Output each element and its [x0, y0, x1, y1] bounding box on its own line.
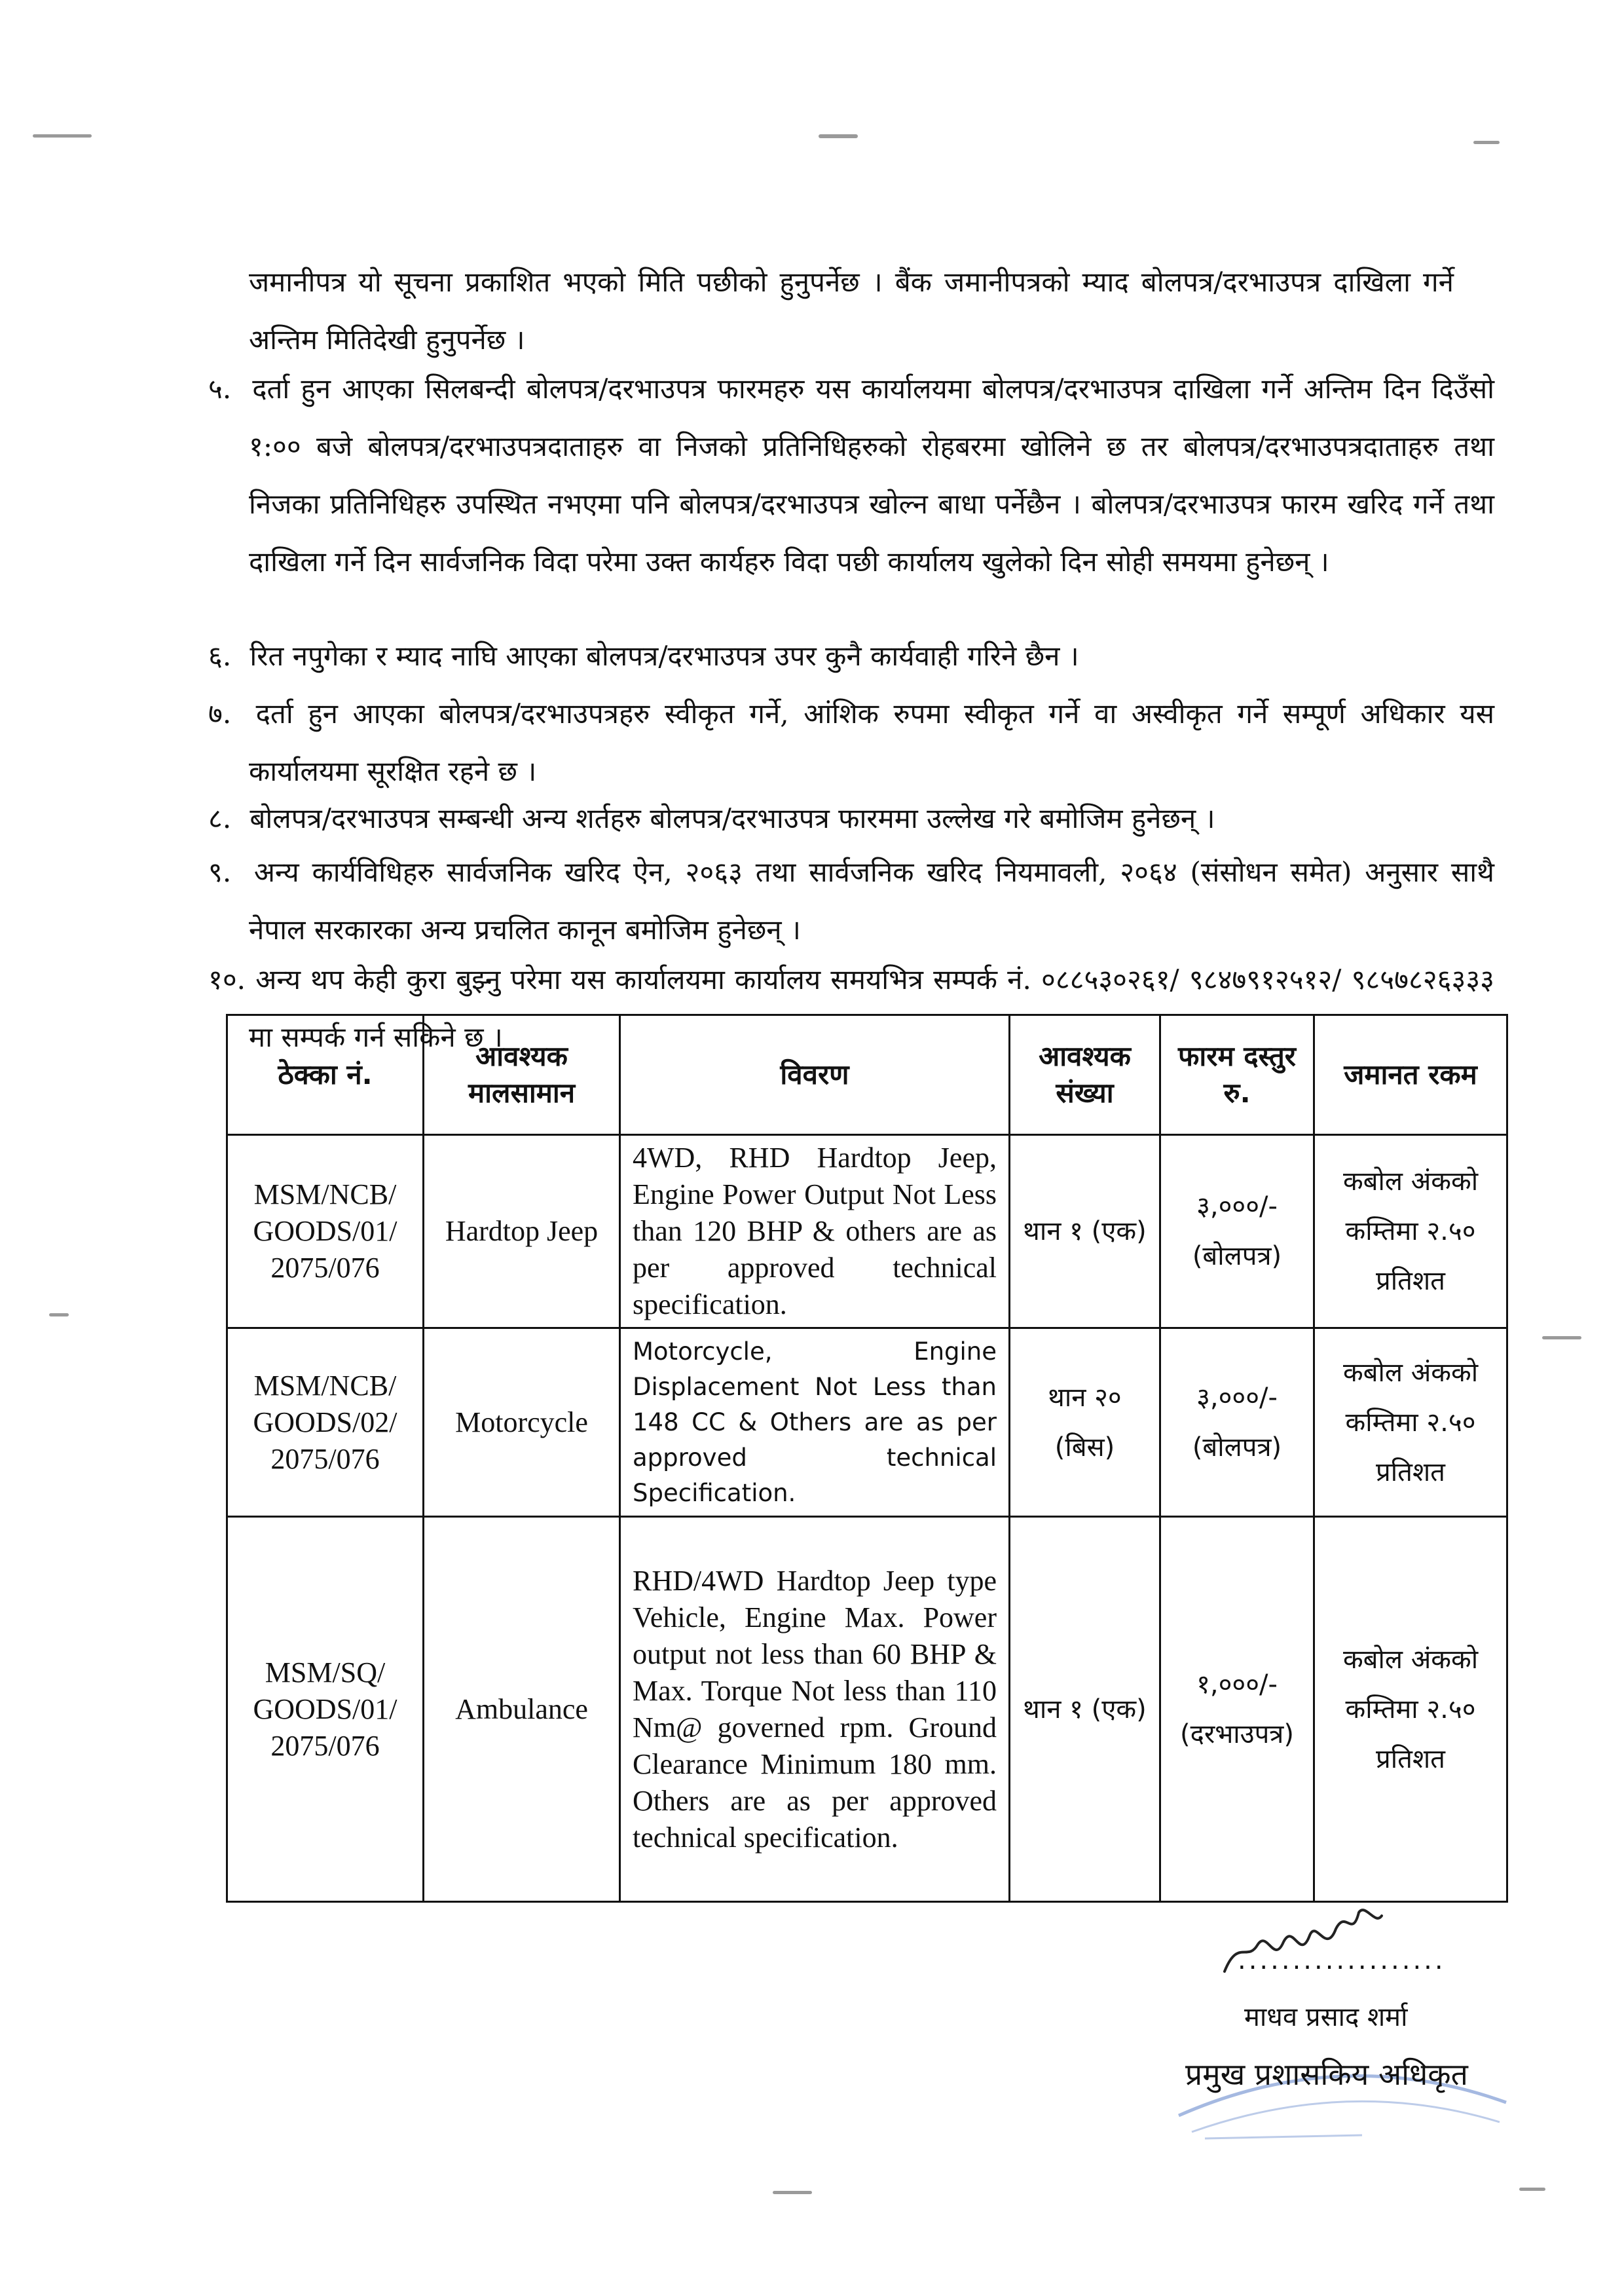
clause-number: ५. [208, 373, 232, 405]
cell-form-fee: ३,०००/- (बोलपत्र) [1160, 1328, 1314, 1517]
scan-mark [49, 1313, 69, 1316]
scan-mark [33, 134, 92, 138]
header-contract-no: ठेक्का नं. [227, 1015, 424, 1135]
cell-form-fee: १,०००/- (दरभाउपत्र) [1160, 1517, 1314, 1902]
header-form-fee: फारम दस्तुर रु. [1160, 1015, 1314, 1135]
header-quantity: आवश्यक संख्या [1010, 1015, 1160, 1135]
clause-number: १०. [208, 963, 246, 996]
cell-goods: Hardtop Jeep [424, 1135, 620, 1328]
cell-form-fee: ३,०००/- (बोलपत्र) [1160, 1135, 1314, 1328]
clause-text: बोलपत्र/दरभाउपत्र सम्बन्धी अन्य शर्तहरु बोलपत्र/दरभाउपत्र फारममा उल्लेख गरे बमोजिम हुनेछन् । [249, 802, 1215, 834]
signature-line: ................... [1238, 1945, 1446, 1975]
clause-5 [208, 360, 1494, 591]
clause-number: ८. [208, 802, 232, 834]
clause-text: दर्ता हुन आएका बोलपत्र/दरभाउपत्रहरु स्वीकृत गर्ने, आंशिक रुपमा स्वीकृत गर्ने वा अस्वीकृत गर्ने सम्पूर्ण अधिकार यस कार्यालयमा सूरक्षित रहने छ । [249, 698, 1494, 787]
scan-mark [1542, 1336, 1581, 1339]
cell-contract-no: MSM/NCB/ GOODS/01/ 2075/076 [227, 1135, 424, 1328]
clause-number: ९. [208, 856, 232, 888]
table-row [227, 1135, 1507, 1328]
cell-quantity: थान १ (एक) [1010, 1517, 1160, 1902]
intro-paragraph: जमानीपत्र यो सूचना प्रकाशित भएको मिति पछीको हुनुपर्नेछ । बैंक जमानीपत्रको म्याद बोलपत्र/दरभाउपत्र दाखिला गर्ने अन्तिम मितिदेखी हुनुपर्नेछ । [249, 266, 1454, 356]
clause-6 [208, 627, 1494, 685]
cell-contract-no: MSM/SQ/ GOODS/01/ 2075/076 [227, 1517, 424, 1902]
scan-mark [1519, 2188, 1545, 2191]
table-header-row [227, 1015, 1507, 1135]
clause-number: ७. [208, 698, 232, 730]
scan-mark [1473, 141, 1500, 144]
cell-contract-no: MSM/NCB/ GOODS/02/ 2075/076 [227, 1328, 424, 1517]
clause-text: अन्य कार्यविधिहरु सार्वजनिक खरिद ऐन, २०६३ तथा सार्वजनिक खरिद नियमावली, २०६४ (संसोधन समेत) अनुसार साथै नेपाल सरकारका अन्य प्रचलित कानून बमोजिम हुनेछन् । [249, 856, 1494, 946]
scan-mark [773, 2191, 812, 2194]
header-goods: आवश्यक मालसामान [424, 1015, 620, 1135]
clause-text: दर्ता हुन आएका सिलबन्दी बोलपत्र/दरभाउपत्र फारमहरु यस कार्यालयमा बोलपत्र/दरभाउपत्र दाखिला गर्ने अन्तिम दिन दिउँसो १:०० बजे बोलपत्र/दरभाउपत्रदाताहरु वा निजको प्रतिनिधिहरुको रोहबरमा खोलिने छ तर बोलपत्र/दरभाउपत्रदाताहरु तथा निजका प्रतिनिधिहरु उपस्थित नभएमा पनि बोलपत्र/दरभाउपत्र खोल्न बाधा पर्नेछैन । बोलपत्र/दरभाउपत्र फारम खरिद गर्ने तथा दाखिला गर्ने दिन सार्वजनिक विदा परेमा उक्त कार्यहरु विदा पछी कार्यालय खुलेको दिन सोही समयमा हुनेछन् । [249, 373, 1494, 578]
clause-text: अन्य थप केही कुरा बुझ्नु परेमा यस कार्यालयमा कार्यालय समयभित्र सम्पर्क नं. ०८८५३०२६१/ ९८४७९१२५१२/ ९८५७८२६३३३ मा सम्पर्क गर्न सकिने छ । [249, 963, 1494, 1053]
clause-8 [208, 790, 1494, 848]
clause-9 [208, 844, 1494, 959]
cell-goods: Ambulance [424, 1517, 620, 1902]
scan-mark [819, 134, 858, 138]
table-row [227, 1328, 1507, 1517]
header-description: विवरण [620, 1015, 1010, 1135]
cell-description: Motorcycle, Engine Displacement Not Less than 148 CC & Others are as per approved technical Specification. [620, 1328, 1010, 1517]
cell-security: कबोल अंकको कम्तिमा २.५० प्रतिशत [1314, 1135, 1507, 1328]
cell-goods: Motorcycle [424, 1328, 620, 1517]
signature-block [1139, 1899, 1532, 2174]
clause-number: ६. [208, 640, 232, 672]
cell-description: RHD/4WD Hardtop Jeep type Vehicle, Engine Max. Power output not less than 60 BHP & Max. Torque Not less than 110 Nm@ governed rpm. Ground Clearance Minimum 180 mm. Others are as per approved technical specification. [620, 1517, 1010, 1902]
signatory-title: प्रमुख प्रशासकिय अधिकृत [1185, 2057, 1468, 2092]
signatory-name: माधव प्रसाद शर्मा [1244, 2002, 1408, 2032]
header-security: जमानत रकम [1314, 1015, 1507, 1135]
clause-text: रित नपुगेका र म्याद नाघि आएका बोलपत्र/दरभाउपत्र उपर कुनै कार्यवाही गरिने छैन । [249, 640, 1079, 672]
cell-quantity: थान १ (एक) [1010, 1135, 1160, 1328]
cell-description: 4WD, RHD Hardtop Jeep, Engine Power Output Not Less than 120 BHP & others are as per approved technical specification. [620, 1135, 1010, 1328]
tender-table [226, 1014, 1508, 1903]
clause-7 [208, 685, 1494, 800]
cell-security: कबोल अंकको कम्तिमा २.५० प्रतिशत [1314, 1328, 1507, 1517]
cell-quantity: थान २० (बिस) [1010, 1328, 1160, 1517]
cell-security: कबोल अंकको कम्तिमा २.५० प्रतिशत [1314, 1517, 1507, 1902]
table-row [227, 1517, 1507, 1902]
